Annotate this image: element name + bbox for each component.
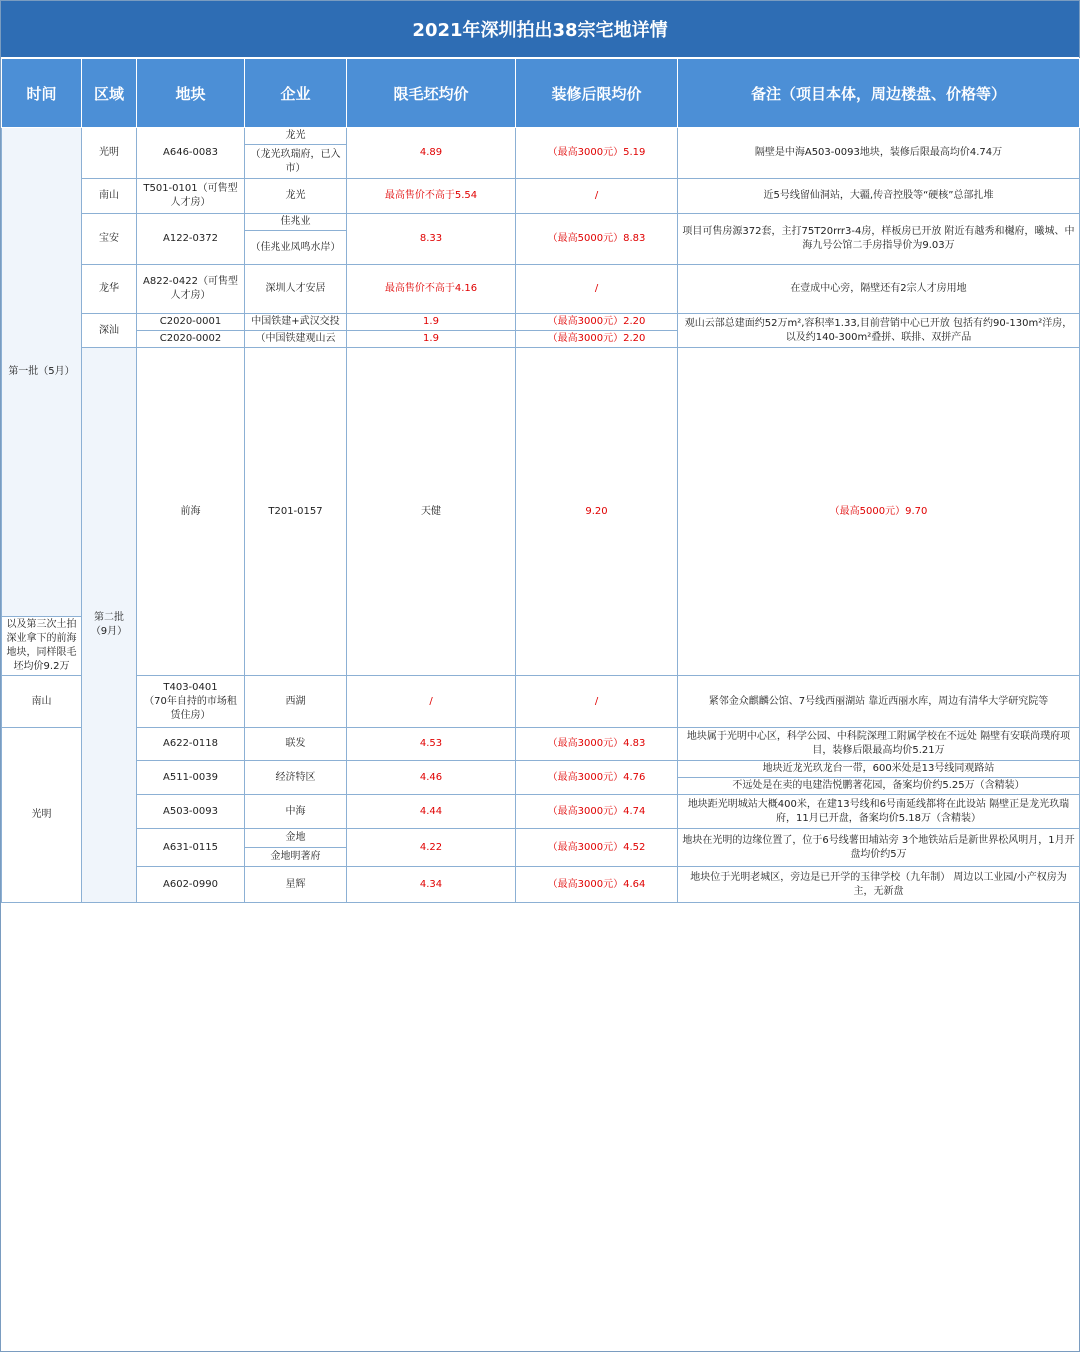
district-cell: 光明 <box>2 728 82 903</box>
finished-price-cell: （最高3000元）4.76 <box>516 761 678 795</box>
developer-cell: 经济特区 <box>245 761 347 795</box>
batch-cell: 第二批（9月） <box>82 348 137 903</box>
finished-price-cell: （最高5000元）9.70 <box>678 348 1080 676</box>
developer-cell: （龙光玖瑞府，已入市） <box>245 145 347 179</box>
rough-price-cell: 8.33 <box>347 214 516 265</box>
parcel-cell: T501-0101（可售型人才房） <box>137 179 245 214</box>
finished-price-cell: / <box>516 676 678 728</box>
table-row <box>2 214 1080 231</box>
developer-cell: 龙光 <box>245 179 347 214</box>
developer-cell: 联发 <box>245 728 347 761</box>
finished-price-cell: （最高3000元）4.83 <box>516 728 678 761</box>
district-cell: 宝安 <box>82 214 137 265</box>
developer-cell: （佳兆业凤鸣水岸） <box>245 231 347 265</box>
developer-cell: 金地明著府 <box>245 848 347 867</box>
rough-price-cell: 4.34 <box>347 867 516 903</box>
header-notes: 备注（项目本体，周边楼盘、价格等） <box>678 59 1080 128</box>
header-district: 区域 <box>82 59 137 128</box>
header-rough-price: 限毛坯均价 <box>347 59 516 128</box>
table-row <box>2 728 1080 761</box>
notes-cell: 项目可售房源372套，主打75T20rrr3-4房，样板房已开放 附近有越秀和樾府，曦城、中海九号公馆二手房指导价为9.03万 <box>678 214 1080 265</box>
district-cell: 深汕 <box>82 314 137 348</box>
district-cell: 光明 <box>82 128 137 179</box>
developer-cell: 深圳人才安居 <box>245 265 347 314</box>
notes-cell: 近5号线留仙洞站，大疆,传音控股等“硬核”总部扎堆 <box>678 179 1080 214</box>
table-row <box>2 348 1080 617</box>
finished-price-cell: （最高3000元）4.52 <box>516 829 678 867</box>
rough-price-cell: 最高售价不高于5.54 <box>347 179 516 214</box>
parcel-note: （70年自持的市场租赁住房） <box>144 695 237 721</box>
parcel-code: T403-0401 <box>163 681 218 693</box>
district-cell: 前海 <box>137 348 245 676</box>
rough-price-cell: 4.89 <box>347 128 516 179</box>
finished-price-cell: （最高3000元）4.64 <box>516 867 678 903</box>
notes-cell: 以及第三次土拍深业拿下的前海地块，同样限毛坯均价9.2万 <box>2 617 82 676</box>
parcel-cell: A822-0422（可售型人才房） <box>137 265 245 314</box>
notes-cell: 地块距光明城站大概400米，在建13号线和6号南延线都将在此设站 隔壁正是龙光玖瑞府，11月已开盘，备案均价5.18万（含精装） <box>678 795 1080 829</box>
notes-cell: 地块近龙光玖龙台一带，600米处是13号线同观路站 <box>678 761 1080 778</box>
rough-price-cell: 4.22 <box>347 829 516 867</box>
table-row <box>2 128 1080 145</box>
finished-price-cell: （最高5000元）8.83 <box>516 214 678 265</box>
table-row <box>2 265 1080 314</box>
rough-price-cell: 4.53 <box>347 728 516 761</box>
parcel-cell: A646-0083 <box>137 128 245 179</box>
finished-price-cell: （最高3000元）4.74 <box>516 795 678 829</box>
table-row <box>2 314 1080 331</box>
header-time: 时间 <box>2 59 82 128</box>
developer-cell: （中国铁建观山云 <box>245 331 347 348</box>
parcel-cell: A511-0039 <box>137 761 245 795</box>
header-parcel: 地块 <box>137 59 245 128</box>
land-table <box>1 58 1080 903</box>
parcel-cell: C2020-0001 <box>137 314 245 331</box>
finished-price-cell: （最高3000元）5.19 <box>516 128 678 179</box>
header-developer: 企业 <box>245 59 347 128</box>
table-row <box>2 867 1080 903</box>
parcel-cell: A622-0118 <box>137 728 245 761</box>
notes-cell: 在壹成中心旁，隔壁还有2宗人才房用地 <box>678 265 1080 314</box>
developer-cell: 佳兆业 <box>245 214 347 231</box>
developer-cell: 金地 <box>245 829 347 848</box>
page-title: 2021年深圳拍出38宗宅地详情 <box>1 1 1079 58</box>
parcel-cell: A602-0990 <box>137 867 245 903</box>
finished-price-cell: / <box>516 265 678 314</box>
district-cell: 南山 <box>82 179 137 214</box>
notes-cell: 紧邻金众麒麟公馆、7号线西丽湖站 靠近西丽水库，周边有清华大学研究院等 <box>678 676 1080 728</box>
parcel-cell: A503-0093 <box>137 795 245 829</box>
notes-cell: 隔壁是中海A503-0093地块，装修后限最高均价4.74万 <box>678 128 1080 179</box>
district-cell: 南山 <box>2 676 82 728</box>
rough-price-cell: 1.9 <box>347 314 516 331</box>
parcel-cell <box>137 676 245 728</box>
rough-price-cell: 4.44 <box>347 795 516 829</box>
developer-cell: 中国铁建+武汉交投 <box>245 314 347 331</box>
finished-price-cell: （最高3000元）2.20 <box>516 314 678 331</box>
district-cell: 龙华 <box>82 265 137 314</box>
developer-cell: 西湖 <box>245 676 347 728</box>
table-row <box>2 761 1080 778</box>
rough-price-cell: 1.9 <box>347 331 516 348</box>
batch-cell: 第一批（5月） <box>2 128 82 617</box>
table-row <box>2 179 1080 214</box>
parcel-cell: A122-0372 <box>137 214 245 265</box>
rough-price-cell: 4.46 <box>347 761 516 795</box>
table-row <box>2 676 1080 728</box>
developer-cell: 星辉 <box>245 867 347 903</box>
header-row <box>2 59 1080 128</box>
developer-cell: 龙光 <box>245 128 347 145</box>
table-row <box>2 795 1080 829</box>
notes-cell: 地块属于光明中心区，科学公园、中科院深理工附属学校在不远处 隔壁有安联尚璞府项目，装修后限最高均价5.21万 <box>678 728 1080 761</box>
developer-cell: 天健 <box>347 348 516 676</box>
parcel-cell: A631-0115 <box>137 829 245 867</box>
parcel-cell: T201-0157 <box>245 348 347 676</box>
finished-price-cell: （最高3000元）2.20 <box>516 331 678 348</box>
notes-cell: 不远处是在卖的电建浩悦鹏著花园，备案均价约5.25万（含精装） <box>678 778 1080 795</box>
parcel-cell: C2020-0002 <box>137 331 245 348</box>
developer-cell: 中海 <box>245 795 347 829</box>
notes-cell: 地块位于光明老城区，旁边是已开学的玉律学校（九年制） 周边以工业园/小产权房为主，无新盘 <box>678 867 1080 903</box>
table-row <box>2 829 1080 848</box>
rough-price-cell: 9.20 <box>516 348 678 676</box>
header-finished-price: 装修后限均价 <box>516 59 678 128</box>
notes-cell: 地块在光明的边缘位置了，位于6号线薯田埔站旁 3个地铁站后是新世界松风明月，1月开盘均价约5万 <box>678 829 1080 867</box>
rough-price-cell: / <box>347 676 516 728</box>
rough-price-cell: 最高售价不高于4.16 <box>347 265 516 314</box>
notes-cell: 观山云部总建面约52万m²,容积率1.33,目前营销中心已开放 包括有约90-130m²洋房，以及约140-300m²叠拼、联排、双拼产品 <box>678 314 1080 348</box>
finished-price-cell: / <box>516 179 678 214</box>
